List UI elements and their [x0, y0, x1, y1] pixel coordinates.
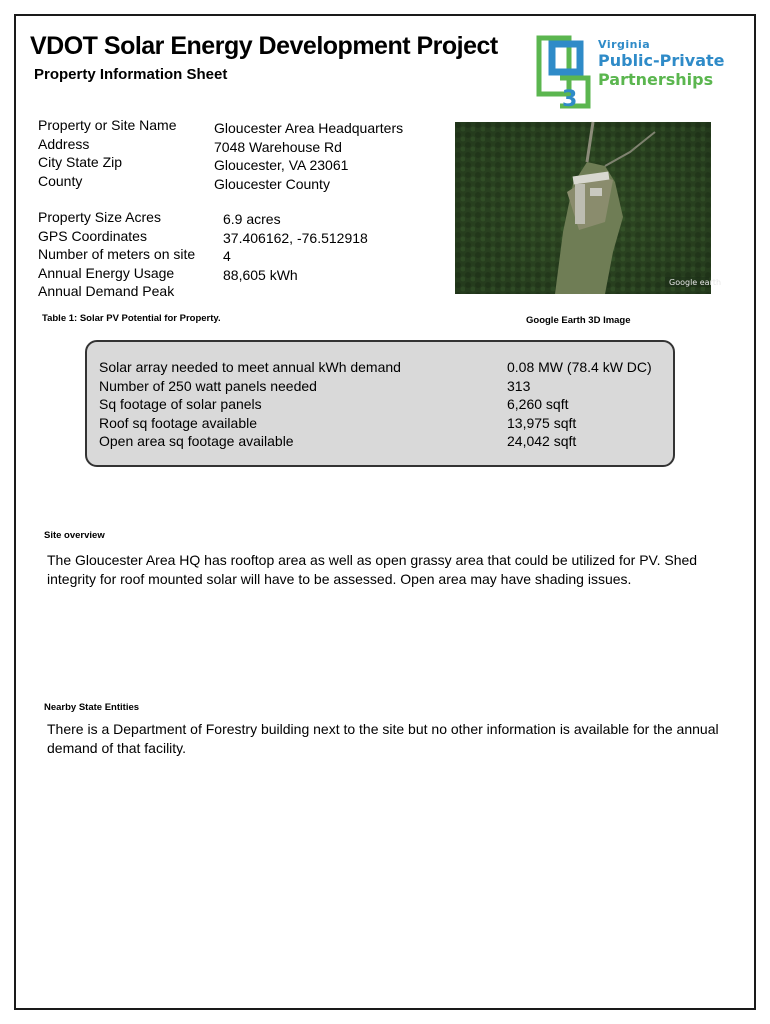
nearby-text: There is a Department of Forestry building next to the site but no other information is available for the annual demand of that facility.	[47, 721, 719, 756]
value-address: 7048 Warehouse Rd	[214, 138, 342, 155]
label-site-name: Property or Site Name	[38, 117, 177, 133]
pv-value-array: 0.08 MW (78.4 kW DC)	[507, 359, 652, 375]
page-subtitle: Property Information Sheet	[34, 66, 228, 83]
label-energy-usage: Annual Energy Usage	[38, 264, 175, 281]
value-county: Gloucester County	[214, 175, 330, 192]
value-site-name: Gloucester Area Headquarters	[214, 120, 404, 136]
label-address: Address	[38, 135, 90, 152]
svg-text:3: 3	[562, 87, 578, 112]
aerial-photo	[455, 122, 722, 294]
value-property-size: 6.9 acres	[223, 211, 281, 227]
label-county: County	[38, 172, 83, 189]
value-gps: 37.406162, -76.512918	[223, 229, 368, 246]
pv-value-panels: 313	[507, 377, 531, 394]
metric-values	[223, 210, 368, 284]
label-gps: GPS Coordinates	[38, 227, 147, 244]
pv-value-sqft-panels: 6,260 sqft	[507, 396, 569, 412]
site-overview-label: Site overview	[44, 530, 105, 541]
logo-line1: Virginia	[598, 38, 651, 51]
label-demand-peak: Annual Demand Peak	[38, 283, 175, 299]
property-labels	[38, 116, 177, 190]
property-values	[214, 119, 403, 193]
pv-label-panels: Number of 250 watt panels needed	[99, 377, 317, 394]
value-meters: 4	[223, 248, 231, 264]
p3-logo	[536, 34, 736, 110]
table-caption: Table 1: Solar PV Potential for Property.	[42, 313, 221, 324]
label-city-state-zip: City State Zip	[38, 154, 123, 170]
pv-value-open-area: 24,042 sqft	[507, 433, 577, 449]
value-city-state-zip: Gloucester, VA 23061	[214, 157, 349, 173]
pv-label-sqft-panels: Sq footage of solar panels	[99, 396, 262, 412]
photo-watermark: Google earth	[669, 278, 722, 287]
value-energy-usage: 88,605 kWh	[223, 266, 298, 283]
pv-label-array: Solar array needed to meet annual kWh demand	[99, 359, 401, 375]
nearby-label: Nearby State Entities	[44, 702, 140, 713]
page-title: VDOT Solar Energy Development Project	[30, 32, 498, 60]
pv-potential-table	[85, 340, 675, 467]
pv-label-roof: Roof sq footage available	[99, 414, 257, 431]
label-meters: Number of meters on site	[38, 246, 196, 262]
site-overview-text: The Gloucester Area HQ has rooftop area as well as open grassy area that could be utilized for PV. Shed integrity for roof mounted solar will have to be assessed. Open area may have shading issues.	[47, 552, 698, 587]
pv-value-roof: 13,975 sqft	[507, 414, 577, 431]
metric-labels	[38, 208, 195, 301]
logo-line2: Public-Private	[598, 51, 725, 70]
p3-logo-mark-icon	[536, 34, 596, 110]
photo-caption: Google Earth 3D Image	[526, 315, 631, 326]
logo-line3: Partnerships	[598, 70, 714, 89]
pv-label-open-area: Open area sq footage available	[99, 433, 294, 449]
label-property-size: Property Size Acres	[38, 209, 161, 225]
